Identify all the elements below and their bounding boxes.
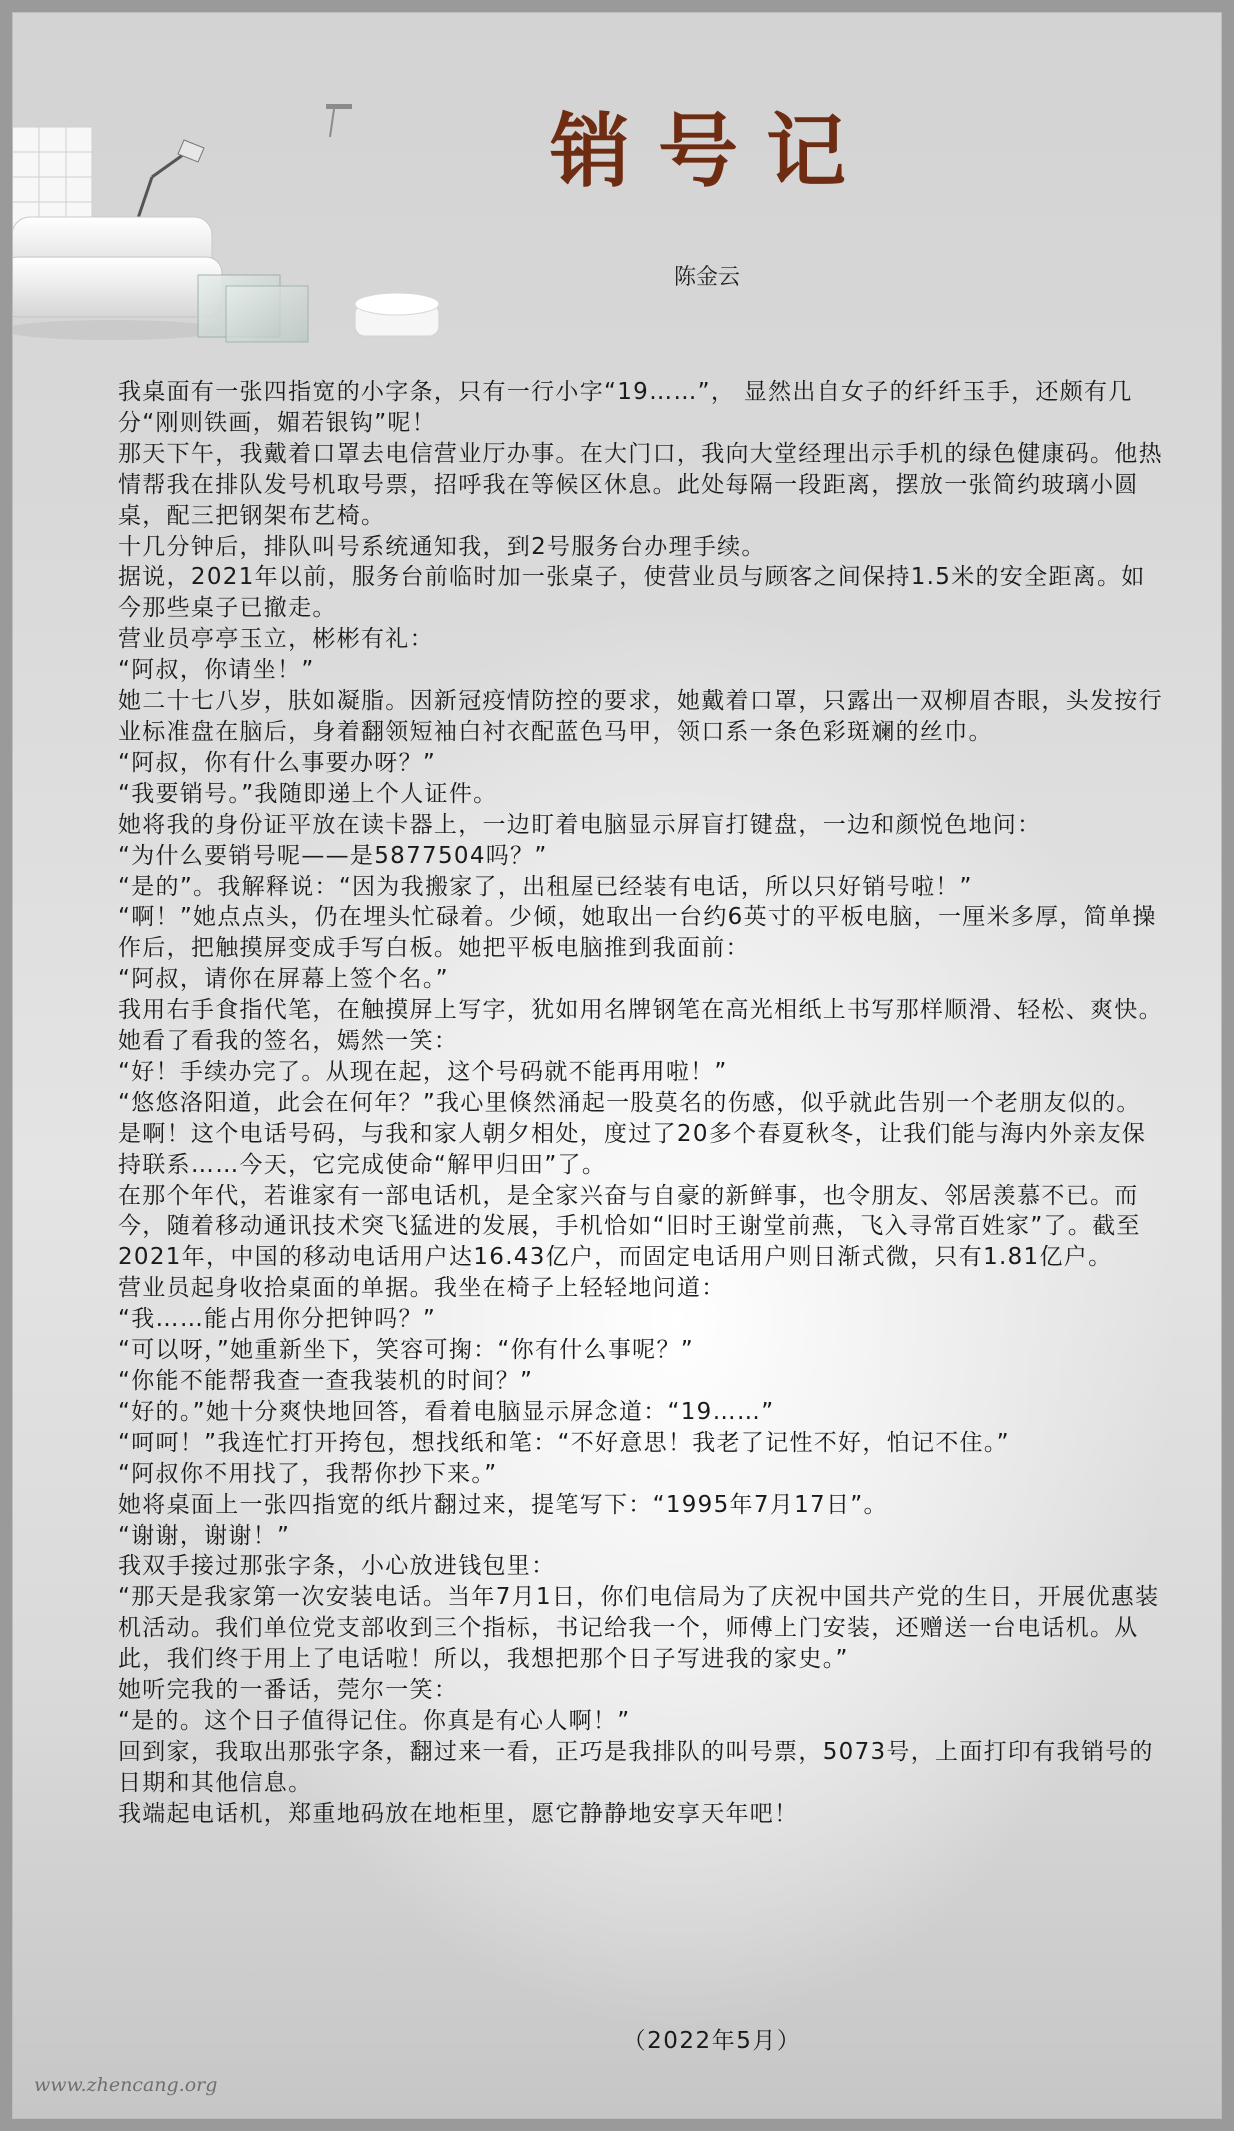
author-name: 陈金云 xyxy=(673,265,740,290)
paragraph: 我端起电话机，郑重地码放在地柜里，愿它静静地安享天年吧！ xyxy=(118,1800,799,1827)
paragraph: 我双手接过那张字条，小心放进钱包里： xyxy=(118,1553,556,1580)
paragraph: “谢谢，谢谢！” xyxy=(118,1522,291,1549)
paragraph: 回到家，我取出那张字条，翻过来一看，正巧是我排队的叫号票，5073号，上面打印有我销号的日期和其他信息。 xyxy=(118,1738,1154,1796)
paragraph: “阿叔，你有什么事要办呀？” xyxy=(118,749,437,776)
paragraph: “是的。这个日子值得记住。你真是有心人啊！” xyxy=(118,1707,631,1734)
paragraph: “啊！”她点点头，仍在埋头忙碌着。少倾，她取出一台约6英寸的平板电脑，一厘米多厚，简单操作后，把触摸屏变成手写白板。她把平板电脑推到我面前： xyxy=(118,904,1157,962)
paragraph: 是啊！这个电话号码，与我和家人朝夕相处，度过了20多个春夏秋冬，让我们能与海内外亲友保持联系……今天，它完成使命“解甲归田”了。 xyxy=(118,1120,1147,1178)
paragraph: 我桌面有一张四指宽的小字条，只有一行小字“19……”， 显然出自女子的纤纤玉手，还颇有几分“刚则铁画，媚若银钩”呢！ xyxy=(118,379,1133,436)
paragraph: 营业员起身收拾桌面的单据。我坐在椅子上轻轻地问道： xyxy=(118,1275,726,1302)
paragraph: “我要销号。”我随即递上个人证件。 xyxy=(118,780,498,807)
paragraph: “为什么要销号呢——是5877504吗？” xyxy=(118,842,548,869)
paragraph: 她将我的身份证平放在读卡器上，一边盯着电脑显示屏盲打键盘，一边和颜悦色地问： xyxy=(118,811,1042,838)
paragraph: “阿叔，你请坐！” xyxy=(118,657,315,684)
article-body xyxy=(118,377,1163,1830)
article-page xyxy=(12,12,1222,2119)
paragraph: “阿叔，请你在屏幕上签个名。” xyxy=(118,966,449,993)
paragraph: 在那个年代，若谁家有一部电话机，是全家兴奋与自豪的新鲜事，也令朋友、邻居羡慕不已。而今，随着移动通讯技术突飞猛进的发展，手机恰如“旧时王谢堂前燕，飞入寻常百姓家”了。截至2021年，中国的移动电话用户达16.43亿户，而固定电话用户则日渐式微，只有1.81亿户。 xyxy=(118,1182,1141,1271)
paragraph: 十几分钟后，排队叫号系统通知我，到2号服务台办理手续。 xyxy=(118,533,766,560)
paragraph: 她二十七八岁，肤如凝脂。因新冠疫情防控的要求，她戴着口罩，只露出一双柳眉杏眼，头发按行业标准盘在脑后，身着翻领短袖白衬衣配蓝色马甲，领口系一条色彩斑斓的丝巾。 xyxy=(118,688,1163,745)
paragraph: 她听完我的一番话，莞尔一笑： xyxy=(118,1677,459,1704)
paragraph: “我……能占用你分把钟吗？” xyxy=(118,1306,437,1333)
paragraph: 她将桌面上一张四指宽的纸片翻过来，提笔写下：“1995年7月17日”。 xyxy=(118,1491,888,1518)
paragraph: “可以呀，”她重新坐下，笑容可掬：“你有什么事呢？” xyxy=(118,1337,694,1364)
paragraph: 营业员亭亭玉立，彬彬有礼： xyxy=(118,626,434,653)
paragraph: 她看了看我的签名，嫣然一笑： xyxy=(118,1028,459,1055)
paragraph: “阿叔你不用找了，我帮你抄下来。” xyxy=(118,1460,498,1487)
paragraph: “那天是我家第一次安装电话。当年7月1日，你们电信局为了庆祝中国共产党的生日，开展优惠装机活动。我们单位党支部收到三个指标，书记给我一个，师傅上门安装，还赠送一台电话机。从此，我们终于用上了电话啦！所以，我想把那个日子写进我的家史。” xyxy=(118,1584,1160,1673)
paragraph: “是的”。我解释说：“因为我搬家了，出租屋已经装有电话，所以只好销号啦！” xyxy=(118,873,973,900)
paragraph: “呵呵！”我连忙打开挎包，想找纸和笔：“不好意思！我老了记性不好，怕记不住。” xyxy=(118,1429,1010,1456)
paragraph: 那天下午，我戴着口罩去电信营业厅办事。在大门口，我向大堂经理出示手机的绿色健康码。他热情帮我在排队发号机取号票，招呼我在等候区休息。此处每隔一段距离，摆放一张简约玻璃小圆桌，配三把钢架布艺椅。 xyxy=(118,440,1163,529)
paragraph: “好的。”她十分爽快地回答，看着电脑显示屏念道：“19……” xyxy=(118,1398,775,1425)
site-watermark: www.zhencang.org xyxy=(34,2074,218,2096)
paragraph: “你能不能帮我查一查我装机的时间？” xyxy=(118,1368,534,1394)
paragraph: 我用右手食指代笔，在触摸屏上写字，犹如用名牌钢笔在高光相纸上书写那样顺滑、轻松、爽快。 xyxy=(118,997,1163,1024)
paragraph: “好！手续办完了。从现在起，这个号码就不能再用啦！” xyxy=(118,1058,728,1085)
paragraph: 据说，2021年以前，服务台前临时加一张桌子，使营业员与顾客之间保持1.5米的安全距离。如今那些桌子已撤走。 xyxy=(118,564,1146,622)
paragraph: “悠悠洛阳道，此会在何年？”我心里倏然涌起一股莫名的伤感，似乎就此告别一个老朋友似的。 xyxy=(118,1089,1141,1116)
article-date: （2022年5月） xyxy=(622,2028,802,2054)
page-title: 销号记 xyxy=(550,105,874,198)
furniture-extra xyxy=(12,12,472,372)
ottoman-body-icon xyxy=(355,293,439,336)
